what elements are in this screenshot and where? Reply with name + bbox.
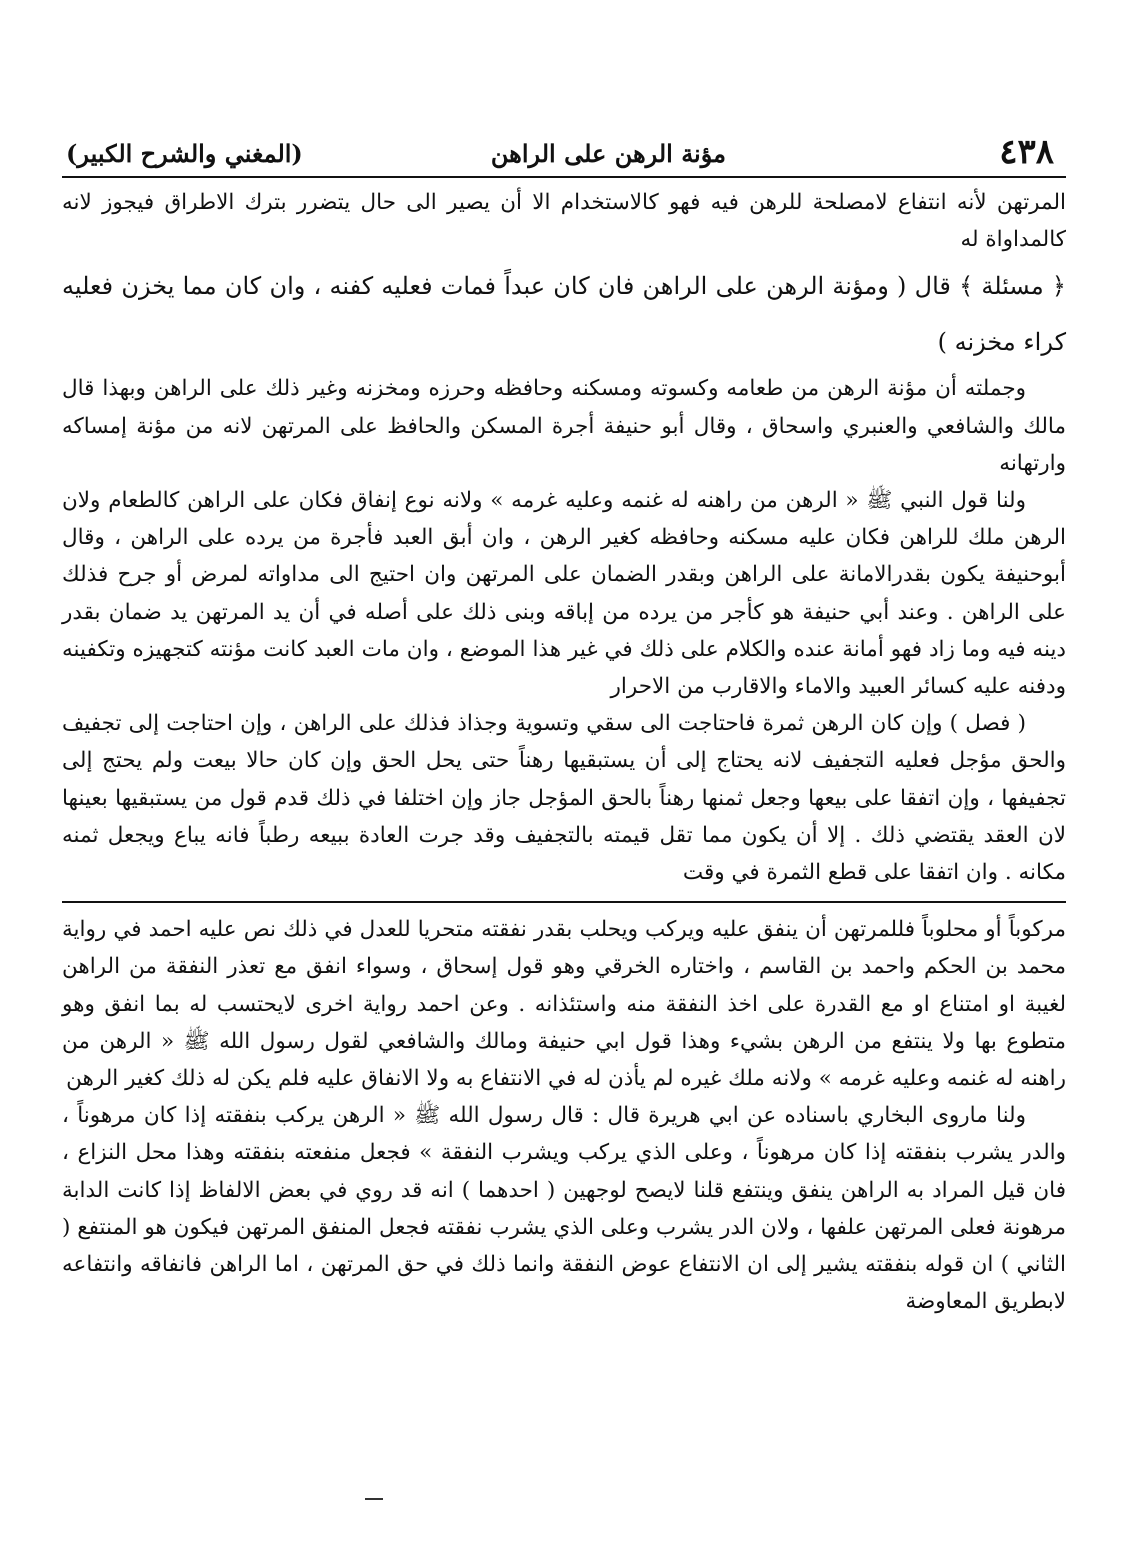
book-title: (المغني والشرح الكبير) (66, 139, 303, 168)
book-page (62, 130, 1066, 1320)
section-divider (62, 901, 1066, 903)
paragraph-continuation: المرتهن لأنه انتفاع لامصلحة للرهن فيه فهو كالاستخدام الا أن يصير الى حال يتضرر بترك الاطراق فيجوز لانه كالمداواة له (62, 190, 1066, 253)
commentary-text (62, 911, 1066, 1320)
main-text (62, 184, 1066, 891)
page-header (62, 130, 1066, 178)
paragraph-summary: وجملته أن مؤنة الرهن من طعامه وكسوته ومسكنه وحافظه وحرزه ومخزنه وغير ذلك على الراهن وبهذا قال مالك والشافعي والعنبري واسحاق ، وقال أبو حنيفة أجرة المسكن والحافظ على المرتهن لانه من مؤنة إمساكه وارتهانه (62, 376, 1066, 476)
running-title: مؤنة الرهن على الراهن (490, 139, 726, 168)
page-number: ٤٣٨ (999, 132, 1054, 172)
paragraph-masala: ﴿ مسئلة ﴾ قال ( ومؤنة الرهن على الراهن فان كان عبداً فمات فعليه كفنه ، وان كان مما يخزن فعليه كراء مخزنه ) (62, 272, 1066, 357)
paragraph-fasl: ( فصل ) وإن كان الرهن ثمرة فاحتاجت الى سقي وتسوية وجذاذ فذلك على الراهن ، وإن احتاجت إلى تجفيف والحق مؤجل فعليه التجفيف لانه يحتاج إلى أن يستبقيها رهناً حتى يحل الحق وإن كان حالا بيعت ولم يحتج إلى تجفيفها ، وإن اتفقا على بيعها وجعل ثمنها رهناً بالحق المؤجل جاز وإن اختلفا في ذلك قدم قول من يستبقيها بعينها لان العقد يقتضي ذلك . إلا أن يكون مما تقل قيمته بالتجفيف وقد جرت العادة ببيعه رطباً فانه يباع ويجعل ثمنه مكانه . وان اتفقا على قطع الثمرة في وقت (62, 711, 1066, 886)
paragraph-evidence: ولنا قول النبي ﷺ « الرهن من راهنه له غنمه وعليه غرمه » ولانه نوع إنفاق فكان على الراهن كالطعام ولان الرهن ملك للراهن فكان عليه مسكنه وحافظه كغير الرهن ، وان أبق العبد فأجرة من يرده على الراهن ، وقال أبوحنيفة يكون بقدرالامانة على الراهن وبقدر الضمان على المرتهن وان احتيج الى مداواته لمرض أو جرح فذلك على الراهن . وعند أبي حنيفة هو كأجر من يرده من إباقه وبنى ذلك على أصله في أن يد المرتهن يد ضمان بقدر دينه فيه وما زاد فهو أمانة عنده والكلام على ذلك في غير هذا الموضع ، وان مات العبد كانت مؤنته كتجهيزه وتكفينه ودفنه عليه كسائر العبيد والاماء والاقارب من الاحرار (62, 488, 1066, 700)
commentary-paragraph: ولنا ماروى البخاري باسناده عن ابي هريرة قال : قال رسول الله ﷺ « الرهن يركب بنفقته إذا كان مرهوناً ، والدر يشرب بنفقته إذا كان مرهوناً ، وعلى الذي يركب ويشرب النفقة » فجعل منفعته بنفقته وهذا محل النزاع ، فان قيل المراد به الراهن ينفق وينتفع قلنا لايصح لوجهين ( احدهما ) انه قد روي في بعض الالفاظ إذا كانت الدابة مرهونة فعلى المرتهن علفها ، ولان الدر يشرب وعلى الذي يشرب نفقته فجعل المنفق المرتهن فيكون هو المنتفع ( الثاني ) ان قوله بنفقته يشير إلى ان الانتفاع عوض النفقة وانما ذلك في حق المرتهن ، اما الراهن فانفاقه وانتفاعه لابطريق المعاوضة (62, 1103, 1066, 1315)
commentary-paragraph: مركوباً أو محلوباً فللمرتهن أن ينفق عليه ويركب ويحلب بقدر نفقته متحريا للعدل في ذلك نص عليه احمد في رواية محمد بن الحكم واحمد بن القاسم ، واختاره الخرقي وهو قول إسحاق ، وسواء انفق مع تعذر النفقة من الراهن لغيبة او امتناع او مع القدرة على اخذ النفقة منه واستئذانه . وعن احمد رواية اخرى لايحتسب له بما انفق وهو متطوع بها ولا ينتفع من الرهن بشيء وهذا قول ابي حنيفة ومالك والشافعي لقول رسول الله ﷺ « الرهن من راهنه له غنمه وعليه غرمه » ولانه ملك غيره لم يأذن له في الانتفاع به ولا الانفاق عليه فلم يكن له ذلك كغير الرهن (62, 917, 1066, 1092)
footer-mark (365, 1498, 383, 1500)
